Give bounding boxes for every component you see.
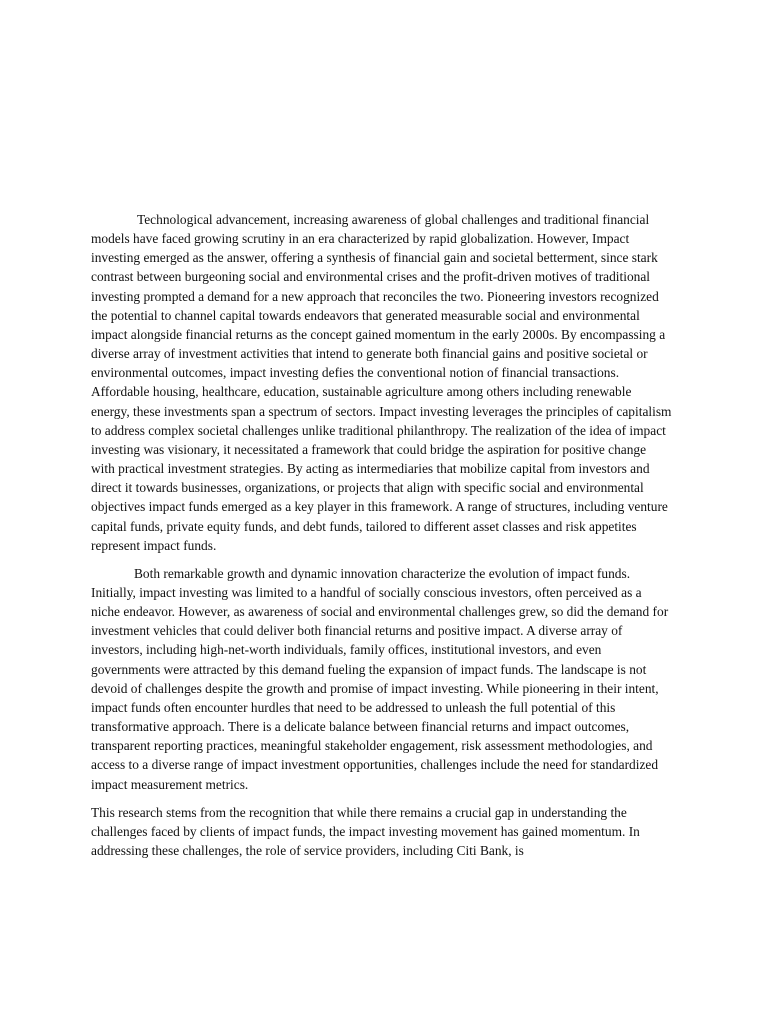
paragraph-1: Technological advancement, increasing awareness of global challenges and traditional financial models have faced growing scrutiny in an era characterized by rapid globalization. However, Impact investing emerged as the answer, offering a synthesis of financial gain and societal betterment, since stark contrast between burgeoning social and environmental crises and the profit-driven motives of traditional investing prompted a demand for a new approach that reconciles the two. Pioneering investors recognized the potential to channel capital towards endeavors that generated measurable social and environmental impact alongside financial returns as the concept gained momentum in the early 2000s. By encompassing a diverse array of investment activities that intend to generate both financial gains and positive societal or environmental outcomes, impact investing defies the conventional notion of financial transactions. Affordable housing, healthcare, education, sustainable agriculture among others including renewable energy, these investments span a spectrum of sectors. Impact investing leverages the principles of capitalism to address complex societal challenges unlike traditional philanthropy. The realization of the idea of impact investing was visionary, it necessitated a framework that could bridge the aspiration for positive change with practical investment strategies. By acting as intermediaries that mobilize capital from investors and direct it towards businesses, organizations, or projects that align with specific social and environmental objectives impact funds emerged as a key player in this framework. A range of structures, including venture capital funds, private equity funds, and debt funds, tailored to different asset classes and risk appetites represent impact funds. xyxy=(91,212,672,553)
paragraph-2: Both remarkable growth and dynamic innovation characterize the evolution of impact funds. Initially, impact investing was limited to a handful of socially conscious investors, often perceived as a niche endeavor. However, as awareness of social and environmental challenges grew, so did the demand for investment vehicles that could deliver both financial returns and positive impact. A diverse array of investors, including high-net-worth individuals, family offices, institutional investors, and even governments were attracted by this demand fueling the expansion of impact funds. The landscape is not devoid of challenges despite the growth and promise of impact investing. While pioneering in their intent, impact funds often encounter hurdles that need to be addressed to unleash the full potential of this transformative approach. There is a delicate balance between financial returns and impact outcomes, transparent reporting practices, meaningful stakeholder engagement, risk assessment methodologies, and access to a diverse range of impact investment opportunities, challenges include the need for standardized impact measurement metrics. xyxy=(91,565,669,792)
paragraph-3: This research stems from the recognition that while there remains a crucial gap in understanding the challenges faced by clients of impact funds, the impact investing movement has gained momentum. In addressing these challenges, the role of service providers, including Citi Bank, is xyxy=(91,804,640,858)
document-body xyxy=(91,210,673,869)
